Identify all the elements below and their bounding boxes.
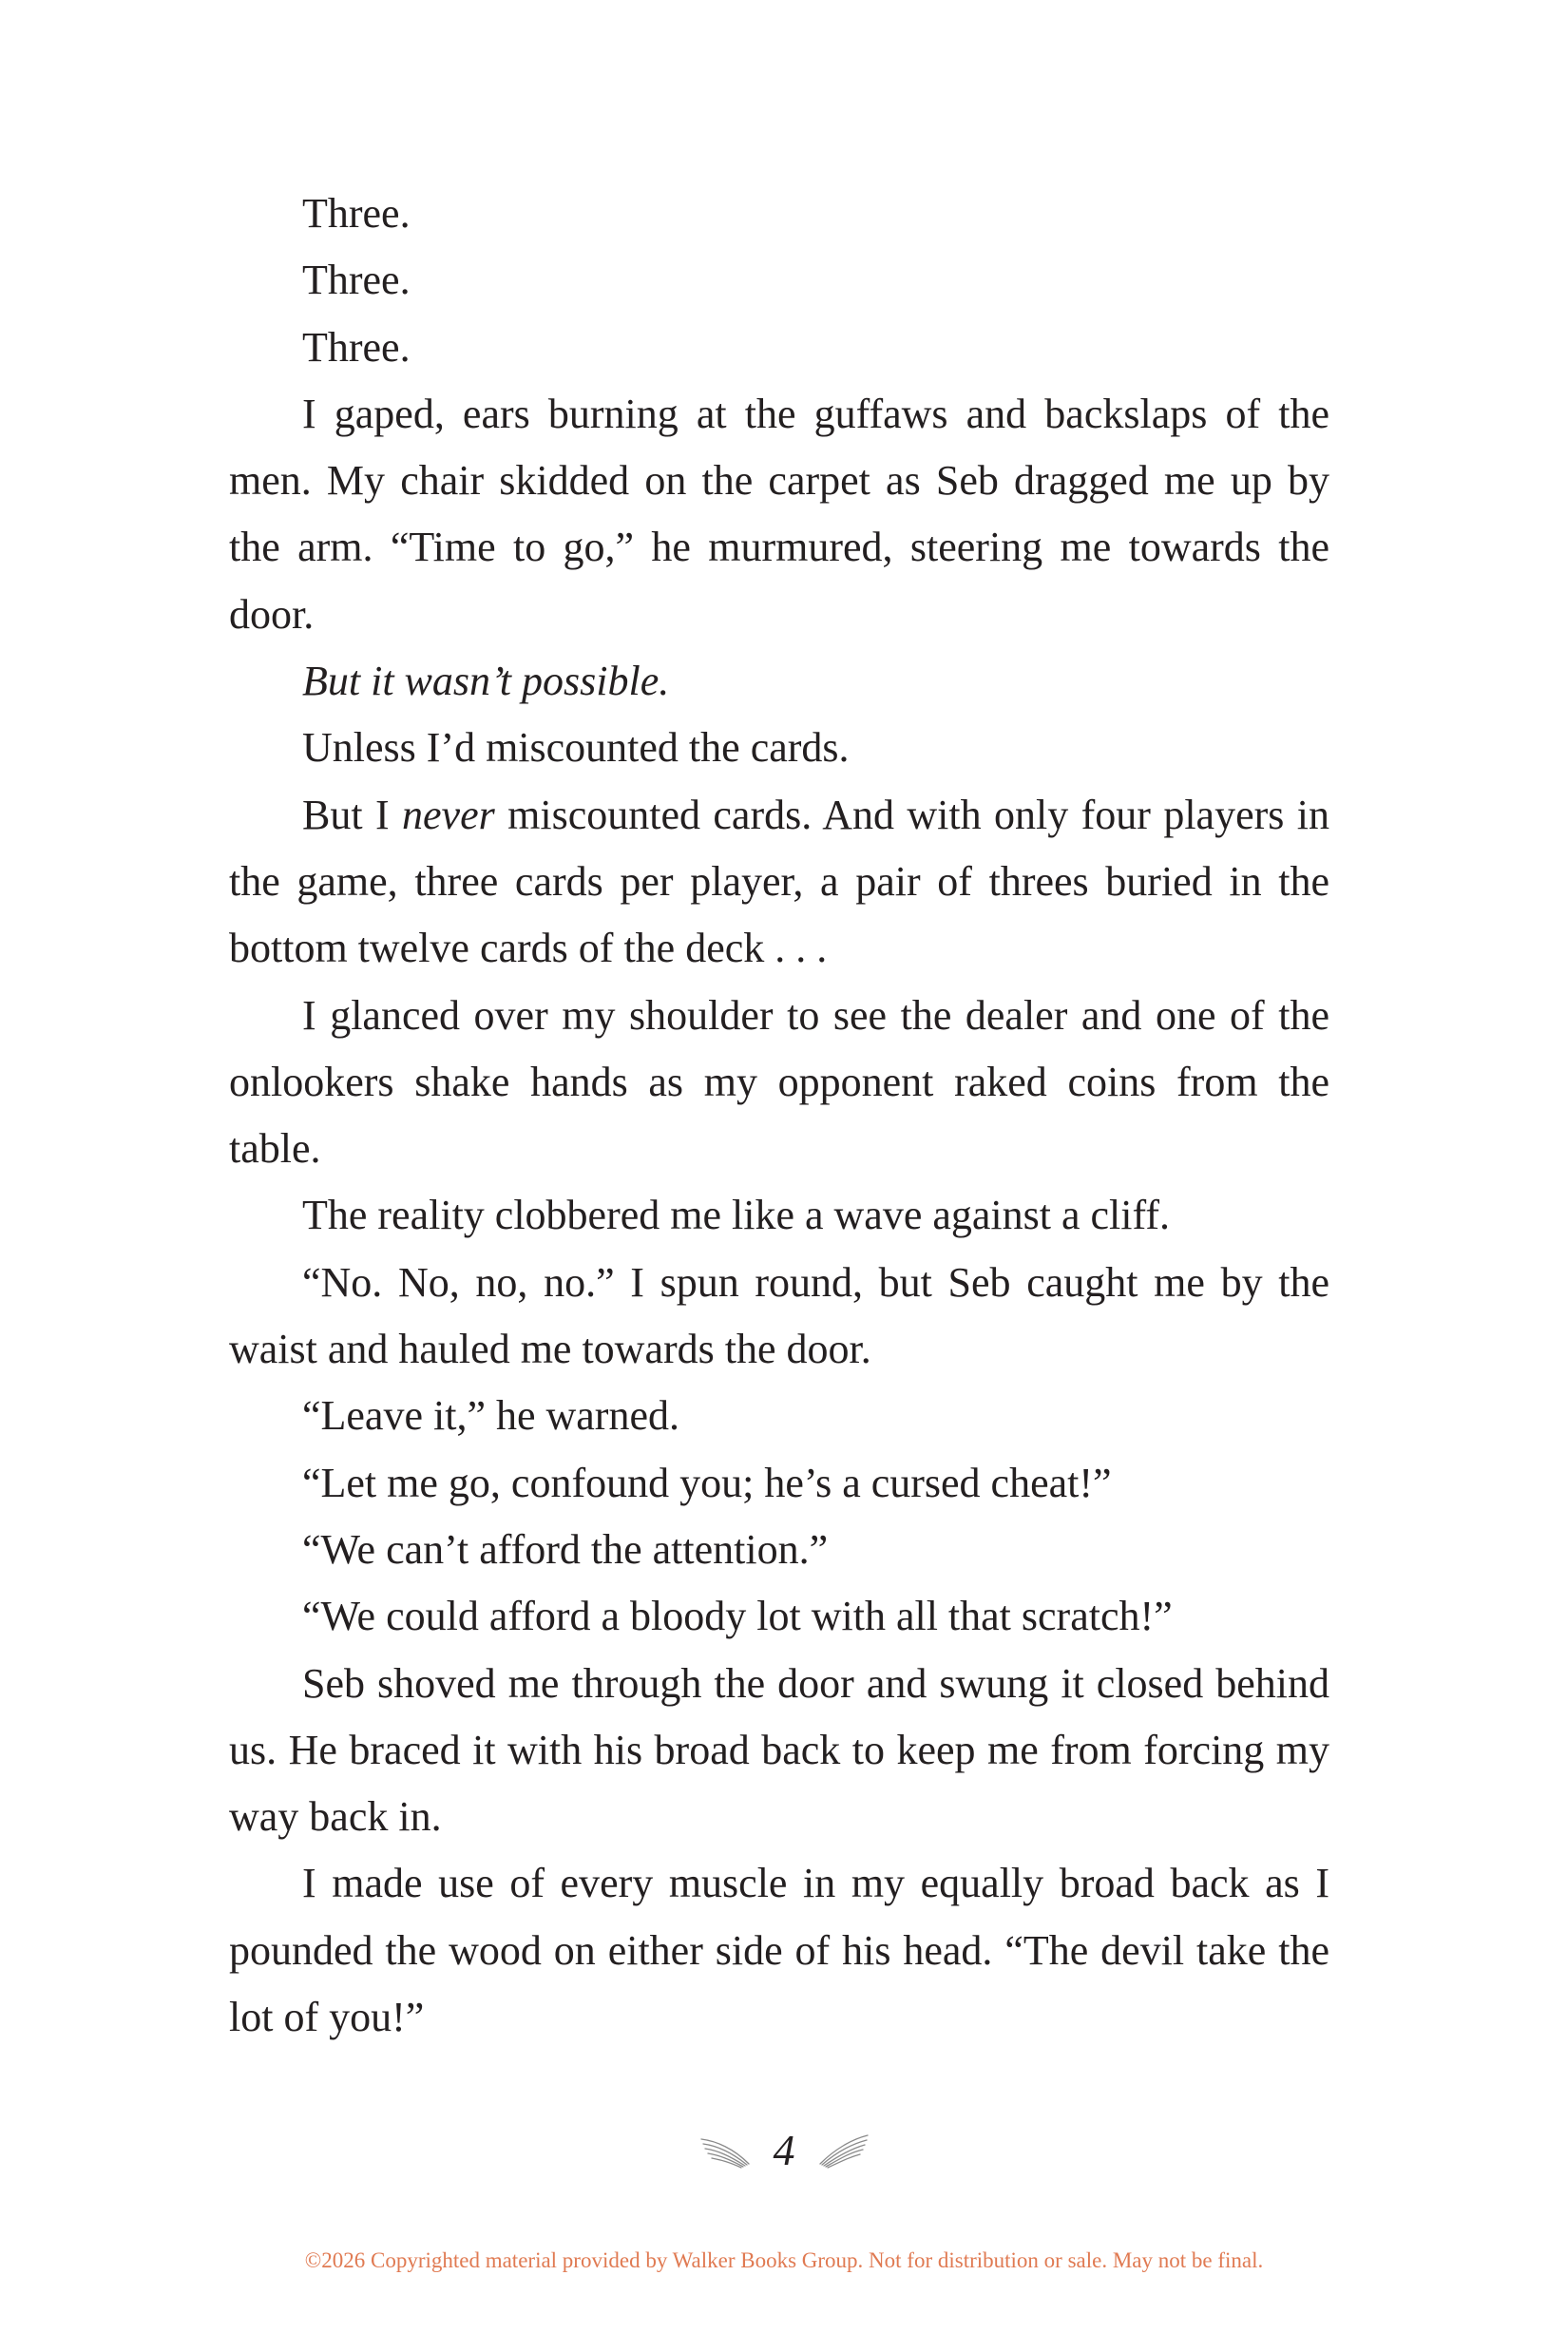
paragraph: “Leave it,” he warned. (302, 1392, 679, 1440)
paragraph: “We can’t afford the attention.” (302, 1525, 829, 1573)
paragraph: The reality clobbered me like a wave against a cliff. (302, 1192, 1170, 1239)
paragraph: Three. (302, 257, 411, 304)
paragraph: Three. (302, 323, 411, 371)
paragraph: Seb shoved me through the door and swung it closed behind us. He braced it with his broad back to keep me from forcing my way back in. (229, 1659, 1329, 1841)
copyright-notice: ©2026 Copyrighted material provided by Walker Books Group. Not for distribution or sale. May not be final. (304, 2248, 1264, 2272)
paragraph: “No. No, no, no.” I spun round, but Seb caught me by the waist and hauled me towards the door. (229, 1258, 1329, 1373)
wing-flourish-right-icon (816, 2132, 870, 2170)
paragraph: “We could afford a bloody lot with all that scratch!” (302, 1593, 1173, 1640)
paragraph: I glanced over my shoulder to see the dealer and one of the onlookers shake hands as my opponent raked coins from the table. (229, 991, 1329, 1173)
paragraph: I gaped, ears burning at the guffaws and backslaps of the men. My chair skidded on the carpet as Seb dragged me up by the arm. “Time to go,” he murmured, steering me towards the door. (229, 390, 1329, 638)
wing-flourish-left-icon (699, 2132, 753, 2170)
body-text (229, 181, 1329, 2051)
paragraph: I made use of every muscle in my equally broad back as I pounded the wood on either side of his head. “The devil take the lot of you!” (229, 1860, 1329, 2041)
paragraph: But I never miscounted cards. And with only four players in the game, three cards per player, a pair of threes buried in the bottom twelve cards of the deck . . . (229, 791, 1329, 972)
paragraph-italic: But it wasn’t possible. (302, 658, 670, 705)
page-number: 4 (773, 2126, 795, 2174)
paragraph: Unless I’d miscounted the cards. (302, 724, 850, 772)
paragraph: “Let me go, confound you; he’s a cursed cheat!” (302, 1459, 1112, 1506)
page-folio (0, 2117, 1568, 2184)
paragraph: Three. (302, 190, 411, 237)
